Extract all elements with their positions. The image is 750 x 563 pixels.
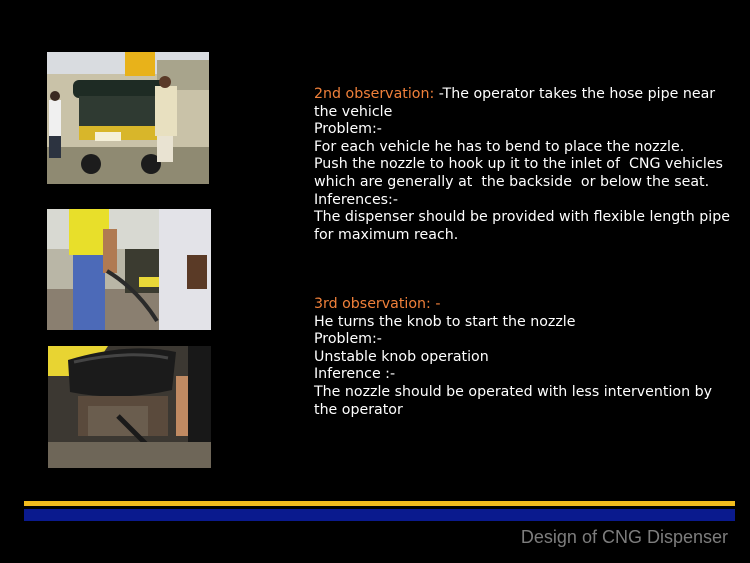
footer-divider-yellow bbox=[24, 501, 735, 506]
observation-3-inference-text: The nozzle should be operated with less intervention by the operator bbox=[314, 383, 717, 418]
observation-2-problem-label: Problem:- bbox=[314, 121, 382, 138]
observation-3-heading: 3rd observation: - bbox=[314, 296, 441, 312]
photo-nozzle-knob-operation bbox=[48, 346, 211, 468]
footer-title: Design of CNG Dispenser bbox=[520, 527, 728, 547]
photo-operator-hose-pipe bbox=[47, 209, 211, 330]
observation-3-problem-text: Unstable knob operation bbox=[314, 348, 489, 365]
observation-3-text: He turns the knob to start the nozzle bbox=[314, 313, 576, 330]
observation-2-problem-text-2: Push the nozzle to hook up it to the inlet of CNG vehicles which are generally at the backside or below the seat. bbox=[314, 156, 728, 190]
observation-2-problem-text-1: For each vehicle he has to bend to place the nozzle. bbox=[314, 138, 685, 155]
observation-2-block bbox=[314, 86, 739, 244]
observation-2-first-line bbox=[314, 86, 739, 121]
observation-3-problem-label: Problem:- bbox=[314, 331, 382, 348]
observation-3-block bbox=[314, 296, 739, 419]
photo-auto-rickshaw-at-station bbox=[47, 52, 209, 184]
observation-3-inference-label: Inference :- bbox=[314, 366, 396, 383]
observation-2-inference-label: Inferences:- bbox=[314, 191, 398, 208]
observation-2-text: -The operator takes the hose pipe near the vehicle bbox=[314, 86, 720, 120]
footer-divider-blue bbox=[24, 509, 735, 521]
observation-2-heading: 2nd observation: bbox=[314, 86, 439, 102]
observation-2-inference-text: The dispenser should be provided with flexible length pipe for maximum reach. bbox=[314, 209, 735, 243]
